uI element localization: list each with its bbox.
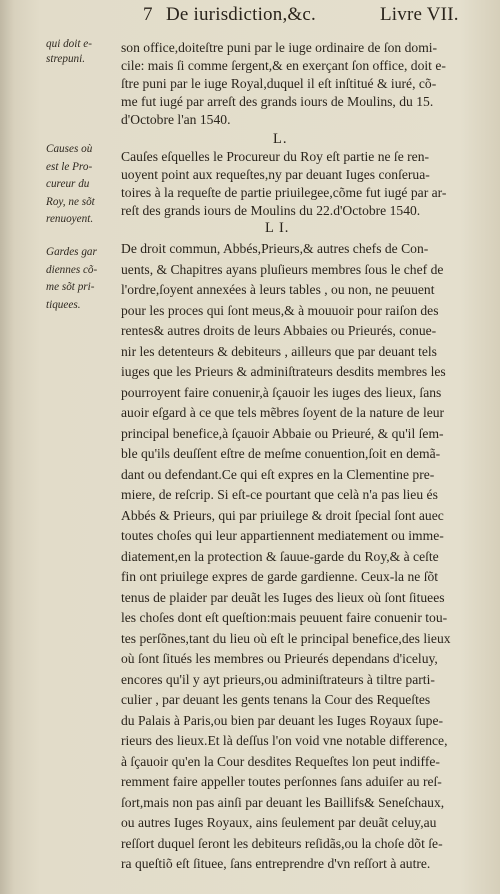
running-header <box>18 4 488 30</box>
text-line: uoyent point aux requeſtes,ny par deuant Iuges conſerua- <box>121 167 430 182</box>
text-line: remment faire appeller toutes perſonnes ſans aduiſer au reſ- <box>121 774 442 789</box>
margin-note-line: diennes cõ- <box>46 263 98 276</box>
margin-note-line: est le Pro- <box>46 160 93 173</box>
text-line: rieurs des lieux.Et là deſſus l'on void vne notable difference, <box>121 733 448 748</box>
text-line: culier , par deuant les gents tenans la Cour des Requeſtes <box>121 692 431 707</box>
text-line: toutes choſes qui leur appartiennent mediatement ou imme- <box>121 528 444 543</box>
text-line: me fut iugé par arreſt des grands iours de Moulins, du 15. <box>121 94 434 109</box>
margin-note-line: me sõt pri- <box>46 281 95 293</box>
text-line: pour les proces qui ſont meus,& à mouuoir pour raiſon des <box>121 302 439 318</box>
text-line: l'ordre,ſoyent annexées à leurs tables , ou non, ne peuuent <box>121 282 435 297</box>
text-line: reſt des grands iours de Moulins du 22.d'Octobre 1540. <box>121 203 421 218</box>
margin-note-line: Gardes gar <box>46 246 97 258</box>
text-line: auoir eſgard à ce que tels mẽbres ſoyent de la nature de leur <box>121 405 445 420</box>
text-line: nir les detenteurs & debiteurs , ailleurs que par deuant tels <box>121 343 437 359</box>
text-line: principal benefice,à ſçauoir Abbaie ou Prieuré, & qu'il ſem- <box>121 425 444 441</box>
margin-note-2 <box>46 141 118 229</box>
text-line: à ſçauoir qu'en la Cour desdites Requeſtes lon peut indiffe- <box>121 753 440 769</box>
text-line: où ſont ſitués les membres ou Prieurés dependans d'iceluy, <box>121 651 438 666</box>
margin-note-line: renuoyent. <box>46 213 94 225</box>
text-line: De droit commun, Abbés,Prieurs,& autres chefs de Con- <box>121 241 429 256</box>
text-line: encores qu'il y ayt prieurs,ou adminiſtrateurs à tiltre parti- <box>121 671 435 687</box>
margin-note-line: cureur du <box>46 178 90 190</box>
text-line: rentes& autres droits de leurs Abbaies ou Prieurés, conue- <box>121 323 437 338</box>
section-heading-l: L. <box>273 131 288 147</box>
margin-note-line: Roy, ne sõt <box>46 195 95 208</box>
text-line: d'Octobre l'an 1540. <box>121 112 231 127</box>
text-line: ſort,mais non pas ainſi par deuant les Baillifs& Seneſchaux, <box>121 794 445 810</box>
book-label: Livre VII. <box>380 4 459 25</box>
text-line: pourroyent faire conuenir,à ſçauoir les iuges des lieux, ſans <box>121 384 442 400</box>
text-line: dant ou defendant.Ce qui eſt expres en la Clementine pre- <box>121 466 435 482</box>
text-line: miere, de reſcrip. Si eſt-ce pourtant que celà n'a pas lieu és <box>121 487 438 502</box>
margin-note-line: strepuni. <box>46 53 86 65</box>
text-line: uents, & Chapitres ayans pluſieurs membres ſous le chef de <box>121 261 444 277</box>
text-line: ble qu'ils deuſſent eſtre de meſme conuention,ſoit en demã- <box>121 446 441 461</box>
margin-note-1 <box>46 37 118 67</box>
running-title: De iurisdiction,&c. <box>166 4 316 25</box>
margin-note-line: tiquees. <box>46 298 81 311</box>
text-line: tenus de plaider par deuãt les Iuges des lieux où ſont ſituees <box>121 589 445 605</box>
text-line: tes perſõnes,tant du lieu où eſt le principal benefice,des lieux <box>121 630 451 646</box>
text-line: les choſes dont eſt queſtion:mais peuuent faire conuenir tou- <box>121 610 448 625</box>
text-line: fin ont priuilege expres de garde gardienne. Ceux-la ne ſõt <box>121 569 439 584</box>
page-number: 7 <box>143 4 153 25</box>
margin-note-line: qui doit e- <box>46 38 92 50</box>
text-line: ou autres Iuges Royaux, ains ſeulement par deuãt celuy,au <box>121 815 437 830</box>
text-line: toires à la requeſte de partie priuilegee,cõme fut iugé par ar- <box>121 185 447 200</box>
text-line: diatement,en la protection & ſauue-garde du Roy,& à ceſte <box>121 548 439 564</box>
text-line: ſtre puni par le iuge Royal,duquel il eſt inſtitué & iuré, cõ- <box>121 76 437 91</box>
text-line: iuges que les Prieurs & adminiſtrateurs desdits membres les <box>121 364 446 379</box>
text-line: Abbés & Prieurs, qui par priuilege & droit ſpecial ſont auec <box>121 507 444 523</box>
margin-note-line: Causes où <box>46 143 93 155</box>
text-line: reſſort duquel ſeront les debiteurs reſidãs,ou la choſe dõt ſe- <box>121 835 443 851</box>
text-line: cile: mais ſi comme ſergent,& en exerçant ſon office, doit e- <box>121 58 446 73</box>
text-line: ra queſtiõ eſt ſituee, ſans entreprendre d'vn reſſort à autre. <box>121 856 431 871</box>
text-line: Cauſes eſquelles le Procureur du Roy eſt partie ne ſe ren- <box>121 149 430 164</box>
text-line: son office,doiteſtre puni par le iuge ordinaire de ſon domi- <box>121 40 438 55</box>
section-heading-li: L I. <box>265 220 290 236</box>
margin-note-3 <box>46 244 118 314</box>
text-line: du Palais à Paris,ou bien par deuant les Iuges Royaux ſupe- <box>121 712 444 728</box>
